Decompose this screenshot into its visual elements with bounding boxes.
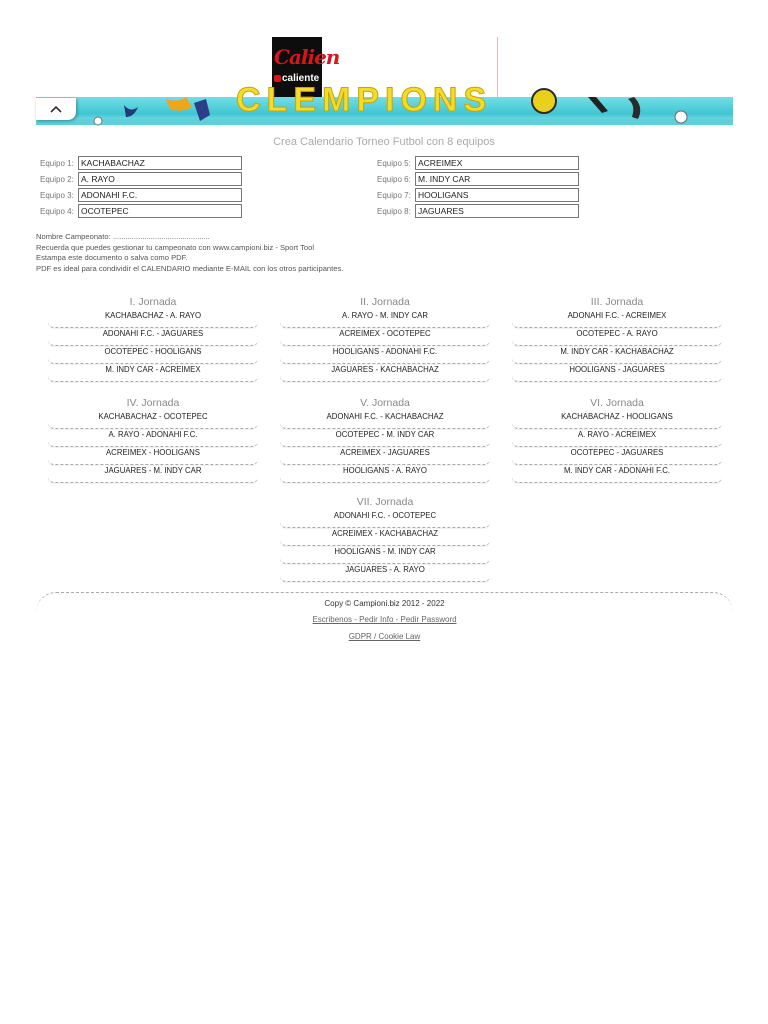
collapse-banner-button[interactable]: [36, 98, 76, 120]
match-row: KACHABACHAZ - OCOTEPEC: [48, 411, 258, 429]
team-8-field[interactable]: JAGUARES: [415, 204, 579, 218]
match-row: ADONAHI F.C. - KACHABACHAZ: [280, 411, 490, 429]
team-label: Equipo 8:: [377, 206, 411, 216]
jornada-title: VI. Jornada: [590, 397, 644, 409]
team-row-8: [377, 204, 579, 218]
team-row-2: [40, 172, 242, 186]
match-row: JAGUARES - KACHABACHAZ: [280, 364, 490, 382]
team-row-1: [40, 156, 242, 170]
team-row-6: [377, 172, 579, 186]
match-row: ADONAHI F.C. - OCOTEPEC: [280, 510, 490, 528]
match-row: ACREIMEX - KACHABACHAZ: [280, 528, 490, 546]
jornada-3: [512, 295, 722, 382]
match-row: KACHABACHAZ - HOOLIGANS: [512, 411, 722, 429]
match-row: HOOLIGANS - ADONAHI F.C.: [280, 346, 490, 364]
jornada-2: [280, 295, 490, 382]
match-row: ADONAHI F.C. - JAGUARES: [48, 328, 258, 346]
team-row-5: [377, 156, 579, 170]
match-row: OCOTEPEC - M. INDY CAR: [280, 429, 490, 447]
match-row: ACREIMEX - OCOTEPEC: [280, 328, 490, 346]
info-notes: [36, 232, 343, 274]
banner-artwork: [36, 81, 733, 125]
note-line: Estampa este documento o salva como PDF.: [36, 253, 188, 262]
note-line: Recuerda que puedes gestionar tu campeonato con www.campioni.biz - Sport Tool: [36, 242, 315, 252]
team-label: Equipo 4:: [40, 206, 74, 216]
match-row: HOOLIGANS - JAGUARES: [512, 364, 722, 382]
jornada-1: [48, 295, 258, 382]
jornada-title: VII. Jornada: [356, 496, 414, 508]
match-row: JAGUARES - A. RAYO: [280, 564, 490, 582]
match-row: A. RAYO - ACREIMEX: [512, 429, 722, 447]
match-row: A. RAYO - ADONAHI F.C.: [48, 429, 258, 447]
gdpr-cookie-link[interactable]: GDPR / Cookie Law: [348, 632, 421, 641]
ad-divider: [497, 37, 498, 97]
match-row: M. INDY CAR - ACREIMEX: [48, 364, 258, 382]
chevron-up-icon: [50, 105, 62, 113]
team-label: Equipo 6:: [377, 174, 411, 184]
match-row: ACREIMEX - JAGUARES: [280, 447, 490, 465]
ad-logo-script: Calien: [274, 45, 340, 69]
match-row: ADONAHI F.C. - ACREIMEX: [512, 310, 722, 328]
jornada-7: [280, 495, 490, 582]
team-6-field[interactable]: M. INDY CAR: [415, 172, 579, 186]
team-3-field[interactable]: ADONAHI F.C.: [78, 188, 242, 202]
jornada-title: II. Jornada: [360, 296, 410, 308]
jornada-title: III. Jornada: [590, 296, 644, 308]
team-label: Equipo 3:: [40, 190, 74, 200]
match-row: A. RAYO - M. INDY CAR: [280, 310, 490, 328]
footer: [36, 592, 733, 653]
banner-image[interactable]: [36, 81, 733, 125]
match-row: M. INDY CAR - KACHABACHAZ: [512, 346, 722, 364]
team-1-field[interactable]: KACHABACHAZ: [78, 156, 242, 170]
jornada-6: [512, 396, 722, 483]
team-4-field[interactable]: OCOTEPEC: [78, 204, 242, 218]
page-title: Crea Calendario Torneo Futbol con 8 equipos: [273, 136, 495, 148]
contact-links[interactable]: Escribenos - Pedir Info - Pedir Password: [312, 615, 457, 624]
match-row: JAGUARES - M. INDY CAR: [48, 465, 258, 483]
match-row: KACHABACHAZ - A. RAYO: [48, 310, 258, 328]
jornada-title: V. Jornada: [360, 397, 410, 409]
jornada-5: [280, 396, 490, 483]
svg-text:CLEMPIONS: CLEMPIONS: [236, 81, 493, 119]
match-row: HOOLIGANS - M. INDY CAR: [280, 546, 490, 564]
match-row: OCOTEPEC - A. RAYO: [512, 328, 722, 346]
team-2-field[interactable]: A. RAYO: [78, 172, 242, 186]
team-row-3: [40, 188, 242, 202]
match-row: M. INDY CAR - ADONAHI F.C.: [512, 465, 722, 483]
match-row: OCOTEPEC - HOOLIGANS: [48, 346, 258, 364]
match-row: ACREIMEX - HOOLIGANS: [48, 447, 258, 465]
team-label: Equipo 7:: [377, 190, 411, 200]
championship-name-line: Nombre Campeonato: ..............................................: [36, 232, 210, 241]
copyright-text: Copy © Campioni.biz 2012 - 2022: [324, 599, 445, 608]
team-label: Equipo 5:: [377, 158, 411, 168]
team-label: Equipo 2:: [40, 174, 74, 184]
jornada-title: I. Jornada: [129, 296, 177, 308]
match-row: OCOTEPEC - JAGUARES: [512, 447, 722, 465]
team-row-7: [377, 188, 579, 202]
match-row: HOOLIGANS - A. RAYO: [280, 465, 490, 483]
team-7-field[interactable]: HOOLIGANS: [415, 188, 579, 202]
jornada-title: IV. Jornada: [126, 397, 180, 409]
note-line: PDF es ideal para condividir el CALENDARIO mediante E-MAIL con los otros participantes.: [36, 263, 344, 273]
jornada-4: [48, 396, 258, 483]
team-label: Equipo 1:: [40, 158, 74, 168]
team-row-4: [40, 204, 242, 218]
ad-logo-word-text: caliente: [282, 73, 320, 84]
team-5-field[interactable]: ACREIMEX: [415, 156, 579, 170]
